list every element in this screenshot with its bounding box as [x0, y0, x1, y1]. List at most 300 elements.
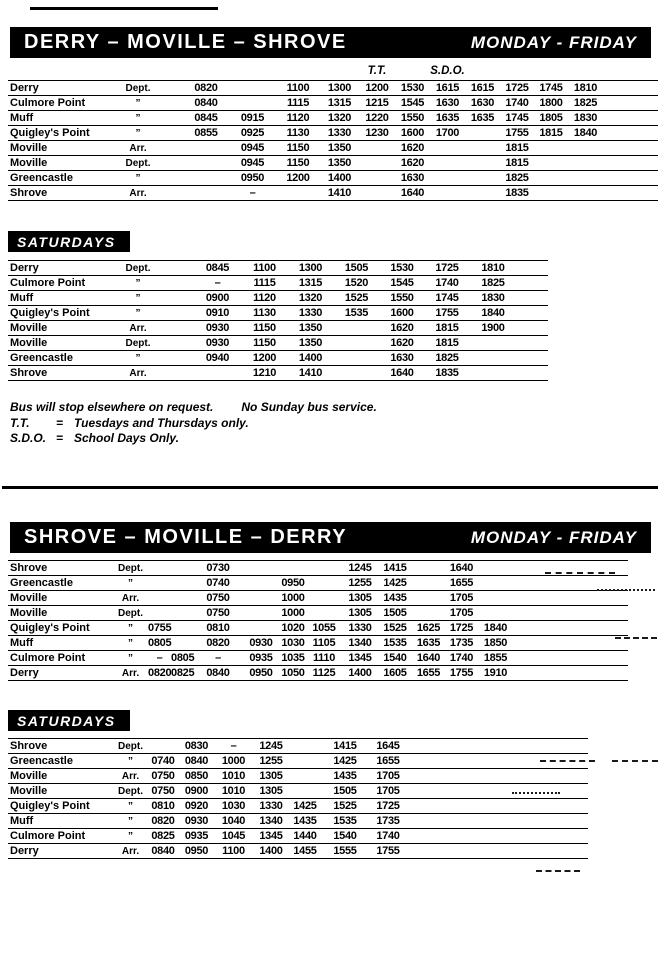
time-cell: 1555 — [333, 844, 357, 857]
stop-name: Shrove — [10, 561, 48, 574]
time-cell — [430, 156, 465, 171]
time-cell: 1400 — [348, 666, 372, 679]
note-sdo-text: School Days Only. — [74, 431, 179, 445]
time-cell: 0930 — [205, 336, 230, 349]
time-cell: 1545 — [400, 96, 425, 109]
time-cell: 1425 — [333, 754, 357, 767]
time-cell: 1505 — [383, 606, 407, 619]
time-cell: 1435 — [333, 769, 357, 782]
time-cell: 1735 — [376, 814, 400, 827]
time-cell: 1830 — [481, 291, 505, 304]
filler-cell — [406, 799, 588, 814]
time-cell: 1040 — [221, 814, 246, 827]
stop-type: Arr. — [129, 322, 147, 334]
time-cell: 1755 — [449, 666, 474, 679]
note-tt-text: Tuesdays and Thursdays only. — [74, 415, 249, 430]
time-cell: 0805 — [171, 651, 195, 664]
time-cell: 1630 — [470, 96, 495, 109]
time-cell — [242, 606, 280, 621]
time-cell: 1100 — [253, 261, 276, 274]
filler-cell — [603, 171, 658, 186]
scan-artifact — [615, 637, 657, 639]
time-cell: 1705 — [376, 784, 400, 797]
time-cell: 1755 — [505, 126, 529, 139]
stop-name: Culmore Point — [10, 651, 86, 664]
note-line-sdo — [10, 431, 377, 447]
time-cell: 1825 — [505, 171, 529, 184]
time-cell: 0900 — [205, 291, 230, 304]
stop-name: Culmore Point — [10, 276, 86, 289]
filler-cell — [603, 141, 658, 156]
timetable-row — [8, 784, 588, 799]
time-cell: – — [215, 651, 221, 664]
time-cell: 1330 — [348, 621, 372, 634]
time-cell: 1815 — [539, 126, 563, 139]
stop-type: ” — [128, 755, 133, 767]
filler-cell — [406, 814, 588, 829]
time-cell — [148, 739, 178, 754]
time-cell: 1535 — [333, 814, 357, 827]
stop-name: Moville — [10, 591, 48, 604]
filler-cell — [406, 829, 588, 844]
time-cell: 1655 — [449, 576, 474, 589]
time-cell: 1035 — [281, 651, 305, 664]
stop-type: ” — [135, 172, 141, 184]
time-cell: 1840 — [483, 621, 508, 634]
filler-cell — [516, 366, 548, 381]
filler-cell — [516, 291, 548, 306]
time-cell: 1620 — [400, 156, 425, 169]
time-cell — [229, 96, 276, 111]
route-title-1: DERRY – MOVILLE – SHROVE — [24, 31, 347, 53]
spacer-cell — [163, 81, 183, 96]
time-cell: 1505 — [333, 784, 357, 797]
stop-name: Shrove — [10, 186, 48, 199]
timetable-row — [8, 844, 588, 859]
time-cell: – — [156, 651, 163, 664]
stop-name: Quigley's Point — [10, 126, 90, 139]
time-cell: 1350 — [298, 336, 323, 349]
time-cell: 1635 — [470, 111, 495, 124]
timetable-row — [8, 591, 628, 606]
note-tt-key: T.T. — [10, 415, 30, 430]
time-cell: 1340 — [348, 636, 372, 649]
timetable-row — [8, 81, 658, 96]
stop-type: ” — [135, 307, 141, 319]
time-cell — [465, 141, 500, 156]
time-cell — [534, 141, 568, 156]
stop-name: Greencastle — [10, 576, 73, 589]
scan-artifact — [512, 792, 560, 794]
time-cell: 1705 — [449, 606, 474, 619]
filler-cell — [516, 321, 548, 336]
note-sdo-key: S.D.O. — [10, 431, 47, 445]
timetable-row — [8, 276, 548, 291]
saturdays-label-1: SATURDAYS — [17, 233, 116, 250]
time-cell: 1810 — [481, 261, 505, 274]
time-cell — [171, 561, 194, 576]
time-cell — [430, 141, 465, 156]
stop-type: ” — [128, 830, 133, 842]
time-cell: 1525 — [344, 291, 369, 304]
time-cell: 1755 — [435, 306, 459, 319]
time-cell: 1410 — [327, 186, 352, 199]
time-cell — [280, 561, 306, 576]
time-cell: 1620 — [390, 336, 414, 349]
time-cell: 1255 — [348, 576, 372, 589]
time-cell — [412, 576, 445, 591]
stop-type: ” — [128, 815, 133, 827]
time-cell: 1645 — [376, 739, 400, 752]
time-cell: 1345 — [259, 829, 283, 842]
time-cell: 1800 — [539, 96, 563, 109]
time-cell — [276, 186, 320, 201]
timetable-row — [8, 621, 628, 636]
time-cell: 1200 — [365, 81, 389, 94]
scan-artifact — [545, 572, 615, 574]
timetable-row — [8, 321, 548, 336]
time-cell: 0820 — [151, 814, 175, 827]
time-cell: 1605 — [383, 666, 407, 679]
time-cell: 1725 — [376, 799, 400, 812]
time-cell: 1525 — [333, 799, 357, 812]
saturdays-label-2: SATURDAYS — [17, 712, 116, 729]
time-cell: 1655 — [416, 666, 441, 679]
stop-name: Culmore Point — [10, 829, 86, 842]
time-cell: 1740 — [435, 276, 459, 289]
filler-cell — [516, 306, 548, 321]
time-cell: 1535 — [344, 306, 369, 319]
time-cell: 1320 — [327, 111, 352, 124]
timetable-row — [8, 366, 548, 381]
time-cell: 0930 — [205, 321, 230, 334]
time-cell: 1150 — [286, 156, 310, 169]
time-cell — [183, 186, 229, 201]
time-cell: 1220 — [365, 111, 389, 124]
time-cell — [306, 606, 342, 621]
time-cell: 1640 — [416, 651, 441, 664]
time-cell: 0950 — [249, 666, 273, 679]
filler-cell — [603, 186, 658, 201]
time-cell: 1150 — [286, 141, 310, 154]
time-cell: 1625 — [416, 621, 441, 634]
note-line-tt — [10, 416, 377, 432]
time-cell: 0805 — [148, 636, 172, 649]
time-cell: 1815 — [435, 336, 459, 349]
time-cell: 1840 — [573, 126, 598, 139]
time-cell: 1300 — [298, 261, 323, 274]
stop-type: ” — [135, 97, 141, 109]
section-divider — [2, 486, 658, 489]
time-cell: 1825 — [481, 276, 505, 289]
stop-name: Muff — [10, 111, 34, 124]
time-cell — [290, 754, 320, 769]
timetable-row — [8, 291, 548, 306]
time-cell: 0915 — [240, 111, 265, 124]
time-cell — [568, 141, 603, 156]
time-cell: 0950 — [240, 171, 265, 184]
flags-gap — [395, 62, 430, 81]
time-cell: – — [230, 739, 237, 752]
flags-spacer — [8, 62, 359, 81]
spacer-cell — [163, 321, 194, 336]
time-cell: 1615 — [435, 81, 460, 94]
time-cell — [465, 156, 500, 171]
time-cell: 1440 — [293, 829, 317, 842]
time-cell: 1640 — [449, 561, 474, 574]
time-cell: 1245 — [259, 739, 283, 752]
spacer-cell — [163, 96, 183, 111]
time-cell — [478, 591, 513, 606]
stop-name: Greencastle — [10, 351, 73, 364]
stop-name: Quigley's Point — [10, 306, 90, 319]
time-cell — [470, 366, 516, 381]
stop-name: Moville — [10, 141, 48, 154]
stop-type: Dept. — [118, 607, 143, 619]
scan-artifact — [536, 870, 580, 872]
time-cell: 1850 — [483, 636, 508, 649]
time-cell: 0740 — [151, 754, 175, 767]
time-cell: 1630 — [435, 96, 460, 109]
time-cell: 1600 — [400, 126, 425, 139]
flags-filler — [465, 62, 658, 81]
time-cell — [470, 336, 516, 351]
time-cell: 1350 — [327, 156, 352, 169]
filler-cell — [406, 769, 588, 784]
timetable-row — [8, 306, 548, 321]
time-cell — [183, 141, 229, 156]
time-cell: 1810 — [573, 81, 598, 94]
time-cell: 0845 — [205, 261, 230, 274]
time-cell: 0810 — [151, 799, 175, 812]
time-cell — [183, 171, 229, 186]
time-cell: 0930 — [184, 814, 209, 827]
time-cell: – — [249, 186, 256, 199]
spacer-cell — [163, 171, 183, 186]
time-cell: 1550 — [390, 291, 414, 304]
time-cell — [430, 186, 465, 201]
time-cell: 1635 — [416, 636, 441, 649]
timetable-row — [8, 156, 658, 171]
tt-flag: T.T. — [367, 64, 387, 77]
spacer-cell — [163, 276, 194, 291]
time-cell: 1030 — [221, 799, 246, 812]
time-cell: 1320 — [298, 291, 323, 304]
time-cell: 1910 — [483, 666, 508, 679]
time-cell — [478, 561, 513, 576]
time-cell — [242, 621, 280, 636]
time-cell: 1640 — [400, 186, 425, 199]
time-cell: 1835 — [505, 186, 529, 199]
time-cell: 1535 — [383, 636, 407, 649]
time-cell — [171, 576, 194, 591]
time-cell: 1305 — [348, 606, 372, 619]
filler-cell — [516, 261, 548, 276]
filler-cell — [513, 666, 628, 681]
time-cell: 0740 — [206, 576, 230, 589]
time-cell: 1640 — [390, 366, 414, 379]
timetable-row — [8, 561, 628, 576]
stop-type: ” — [128, 637, 133, 649]
time-cell: 0845 — [194, 111, 218, 124]
spacer-cell — [163, 156, 183, 171]
time-cell: 1000 — [221, 754, 246, 767]
time-cell: 1010 — [221, 769, 246, 782]
time-cell: 1105 — [312, 636, 336, 649]
time-cell: 1120 — [253, 291, 276, 304]
stop-name: Culmore Point — [10, 96, 86, 109]
time-cell: 1110 — [312, 651, 336, 664]
stop-type: Arr. — [121, 667, 140, 679]
time-cell: 1300 — [327, 81, 352, 94]
time-cell: 1725 — [435, 261, 459, 274]
timetable-row — [8, 606, 628, 621]
time-cell: 1215 — [365, 96, 389, 109]
time-cell: 0930 — [249, 636, 273, 649]
time-cell: 1340 — [259, 814, 283, 827]
filler-cell — [603, 111, 658, 126]
filler-cell — [516, 351, 548, 366]
timetable-row — [8, 799, 588, 814]
time-cell — [568, 186, 603, 201]
time-cell — [242, 561, 280, 576]
stop-type: ” — [128, 577, 133, 589]
time-cell: 1400 — [327, 171, 352, 184]
time-cell: 1400 — [298, 351, 323, 364]
time-cell — [359, 171, 395, 186]
stop-type: Dept. — [118, 740, 143, 752]
time-cell: 1125 — [312, 666, 336, 679]
filler-cell — [513, 636, 628, 651]
time-cell: 1000 — [281, 606, 305, 619]
time-cell — [333, 321, 380, 336]
time-cell — [568, 171, 603, 186]
time-cell: 1655 — [376, 754, 400, 767]
filler-cell — [603, 96, 658, 111]
time-cell: 0855 — [194, 126, 218, 139]
time-cell — [534, 171, 568, 186]
stop-name: Muff — [10, 291, 34, 304]
stop-type: ” — [135, 352, 141, 364]
time-cell: – — [214, 276, 221, 289]
time-cell: 1740 — [505, 96, 529, 109]
stop-type: Dept. — [125, 337, 151, 349]
filler-cell — [603, 126, 658, 141]
service-days-2: MONDAY - FRIDAY — [470, 527, 637, 547]
filler-cell — [516, 276, 548, 291]
timetable-row — [8, 651, 628, 666]
time-cell: 1745 — [539, 81, 563, 94]
stop-name: Quigley's Point — [10, 621, 90, 634]
time-cell — [306, 561, 342, 576]
time-cell: 1725 — [505, 81, 529, 94]
spacer-cell — [163, 351, 194, 366]
stop-name: Moville — [10, 156, 48, 169]
time-cell — [171, 591, 194, 606]
time-cell — [290, 739, 320, 754]
time-cell: 1700 — [435, 126, 460, 139]
time-cell: 1840 — [481, 306, 505, 319]
stop-name: Moville — [10, 769, 48, 782]
filler-cell — [513, 591, 628, 606]
time-cell: 0940 — [205, 351, 230, 364]
spacer-cell — [163, 261, 194, 276]
time-cell: 0935 — [184, 829, 209, 842]
time-cell — [465, 186, 500, 201]
column-flags-row — [8, 62, 658, 81]
note-sunday: No Sunday bus service. — [241, 400, 377, 414]
time-cell: 1315 — [298, 276, 323, 289]
time-cell: 0900 — [184, 784, 209, 797]
time-cell: 1755 — [376, 844, 400, 857]
time-cell: 1255 — [259, 754, 283, 767]
stop-name: Greencastle — [10, 754, 73, 767]
stop-type: Dept. — [125, 157, 151, 169]
time-cell: 1855 — [483, 651, 508, 664]
time-cell: 0910 — [205, 306, 230, 319]
time-cell: 0755 — [148, 621, 172, 634]
time-cell: 0840 — [151, 844, 175, 857]
time-cell: 1530 — [390, 261, 414, 274]
time-cell: 1100 — [222, 844, 245, 857]
time-cell: 1900 — [481, 321, 505, 334]
time-cell: 0820 — [148, 666, 172, 679]
time-cell — [470, 351, 516, 366]
time-cell: 1200 — [286, 171, 310, 184]
time-cell — [333, 366, 380, 381]
stop-type: Dept. — [118, 562, 143, 574]
scan-artifact — [612, 760, 658, 762]
timetable-row — [8, 739, 588, 754]
spacer-cell — [163, 111, 183, 126]
time-cell: 0750 — [151, 784, 175, 797]
spacer-cell — [163, 306, 194, 321]
scan-artifact — [597, 589, 655, 591]
time-cell: 1210 — [252, 366, 277, 379]
time-cell: 1055 — [312, 621, 336, 634]
time-cell: 1825 — [573, 96, 598, 109]
note-sdo-eq: = — [56, 431, 64, 445]
timetable-row — [8, 96, 658, 111]
time-cell: 0920 — [184, 799, 209, 812]
time-cell: 0850 — [184, 769, 209, 782]
time-cell: 1825 — [435, 351, 459, 364]
time-cell: 1345 — [348, 651, 372, 664]
time-cell: 0750 — [206, 591, 230, 604]
stop-type: Arr. — [129, 367, 147, 379]
time-cell — [333, 336, 380, 351]
route-header-1 — [10, 27, 651, 58]
stop-name: Derry — [10, 844, 39, 857]
time-cell: 1425 — [293, 799, 317, 812]
time-cell: 0840 — [194, 96, 218, 109]
time-cell: 1305 — [259, 769, 283, 782]
time-cell: 0840 — [206, 666, 230, 679]
time-cell: 1130 — [253, 306, 276, 319]
time-cell — [412, 606, 445, 621]
time-cell: 1120 — [286, 111, 310, 124]
spacer-cell — [163, 291, 194, 306]
timetable-row — [8, 126, 658, 141]
time-cell — [229, 81, 276, 96]
note-tt-eq: = — [56, 415, 64, 430]
stop-type: ” — [128, 800, 133, 812]
time-cell: 1740 — [449, 651, 474, 664]
spacer-cell — [163, 366, 194, 381]
stop-type: ” — [135, 292, 141, 304]
time-cell: 1835 — [435, 366, 459, 379]
time-cell: 1740 — [376, 829, 400, 842]
